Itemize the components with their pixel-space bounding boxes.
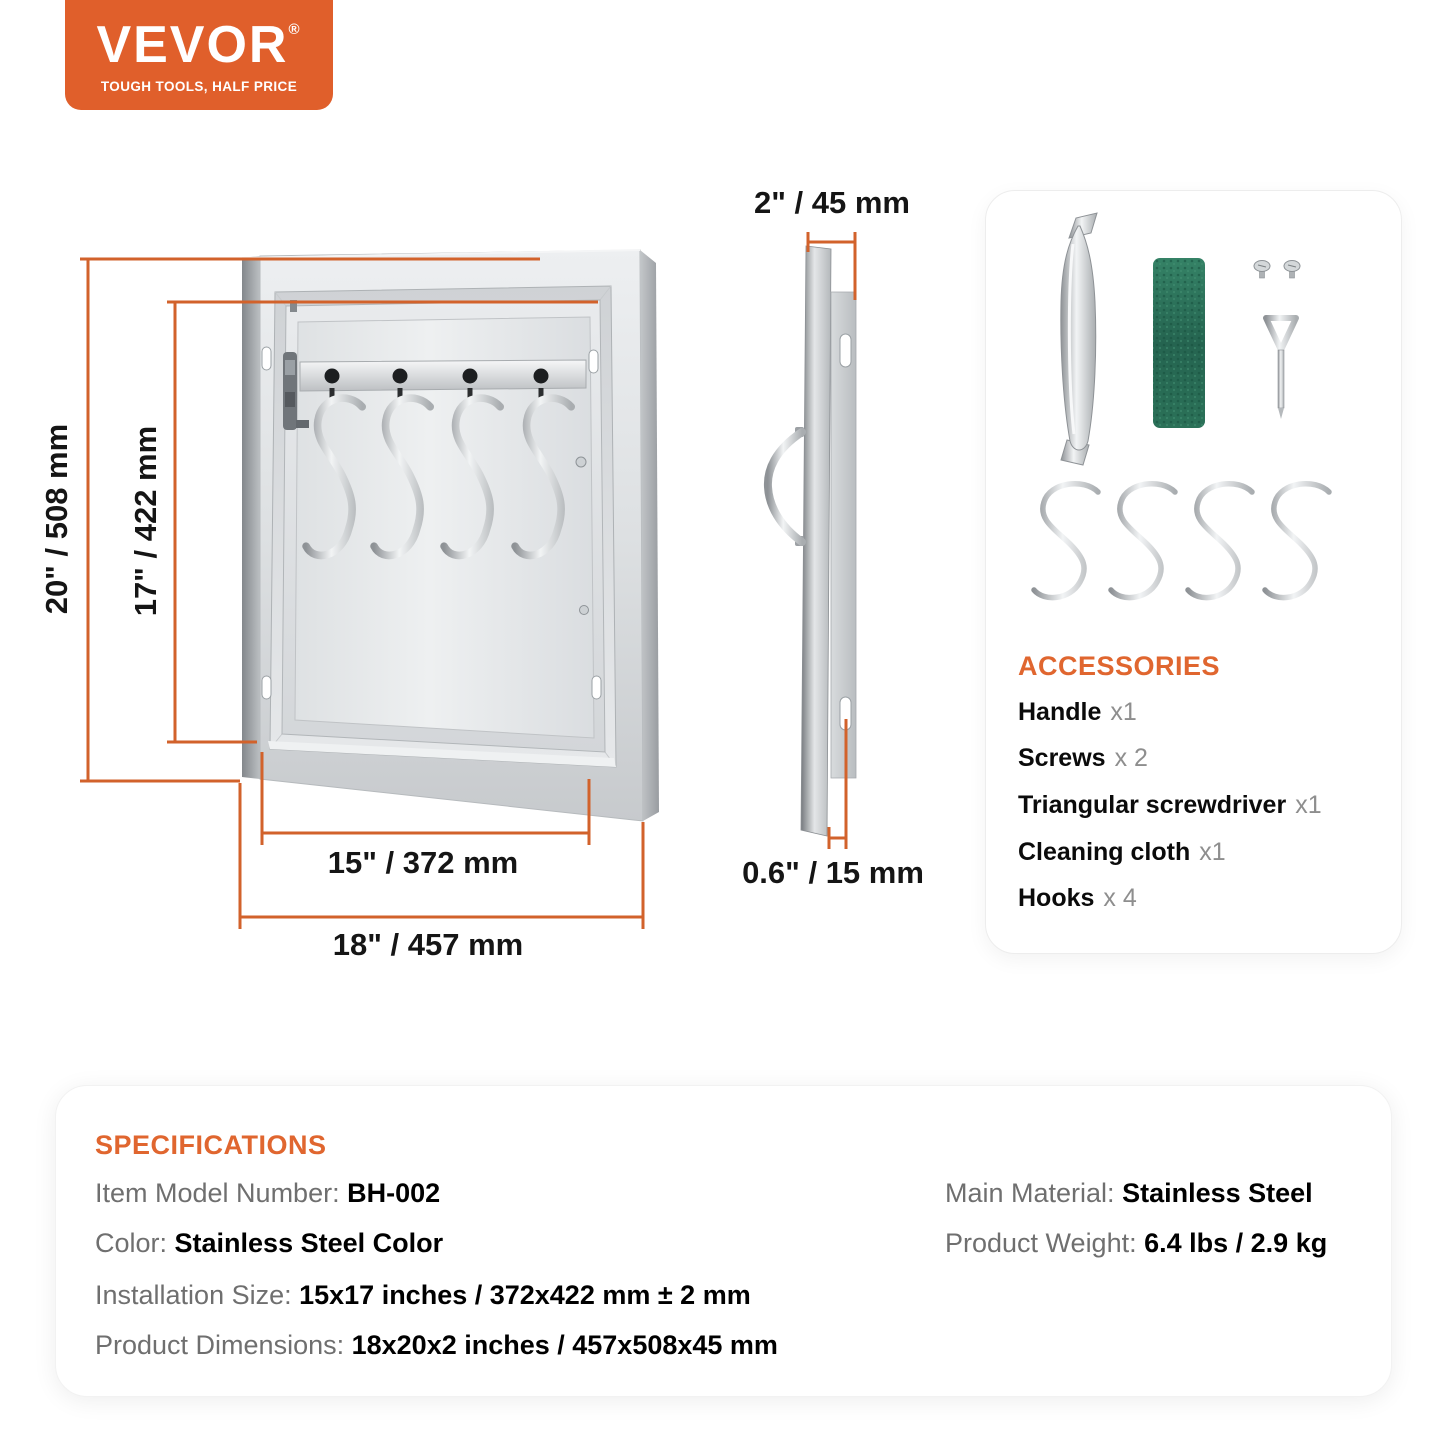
spec-row-weight: Product Weight: 6.4 lbs / 2.9 kg — [945, 1228, 1328, 1258]
accessory-item-handle: Handle x1 — [1018, 698, 1137, 726]
vevor-logo — [65, 0, 333, 110]
accessory-item-screwdriver: Triangular screwdriver x1 — [1018, 791, 1322, 819]
accessory-item-screws: Screws x 2 — [1018, 744, 1148, 772]
dimension-lines — [80, 232, 855, 929]
spec-row-color: Color: Stainless Steel Color — [95, 1228, 444, 1258]
panel-screw — [576, 457, 586, 467]
spec-row-product-dimensions: Product Dimensions: 18x20x2 inches / 457x508x45 mm — [95, 1330, 778, 1360]
accessory-item-cloth: Cleaning cloth x1 — [1018, 838, 1226, 866]
dim-outer-height-label: 20" / 508 mm — [38, 423, 74, 615]
specifications-title: SPECIFICATIONS — [95, 1130, 327, 1160]
mounting-slots — [262, 347, 601, 699]
door-front-view — [242, 250, 659, 821]
accessory-item-hooks: Hooks x 4 — [1018, 884, 1137, 912]
registered-mark: ® — [288, 20, 302, 38]
panel-screw — [580, 606, 589, 615]
hook-bar — [300, 360, 586, 391]
spec-row-model: Item Model Number: BH-002 — [95, 1178, 441, 1208]
dim-inner-width-label: 15" / 372 mm — [327, 845, 519, 880]
hinge — [283, 300, 309, 430]
spec-row-installation-size: Installation Size: 15x17 inches / 372x422 mm ± 2 mm — [95, 1280, 751, 1310]
hanging-hooks — [306, 369, 571, 556]
door-side-view — [768, 246, 856, 836]
side-handle — [768, 432, 802, 542]
dim-outer-width-label: 18" / 457 mm — [332, 927, 524, 962]
dim-depth-label: 2" / 45 mm — [754, 185, 910, 220]
logo-tagline: TOUGH TOOLS, HALF PRICE — [100, 78, 298, 94]
dim-inner-height-label: 17" / 422 mm — [127, 425, 163, 617]
spec-row-material: Main Material: Stainless Steel — [945, 1178, 1313, 1208]
dim-thickness-label: 0.6" / 15 mm — [742, 855, 924, 890]
logo-wordmark: VEVOR® — [96, 15, 302, 74]
accessories-title: ACCESSORIES — [1018, 651, 1221, 681]
